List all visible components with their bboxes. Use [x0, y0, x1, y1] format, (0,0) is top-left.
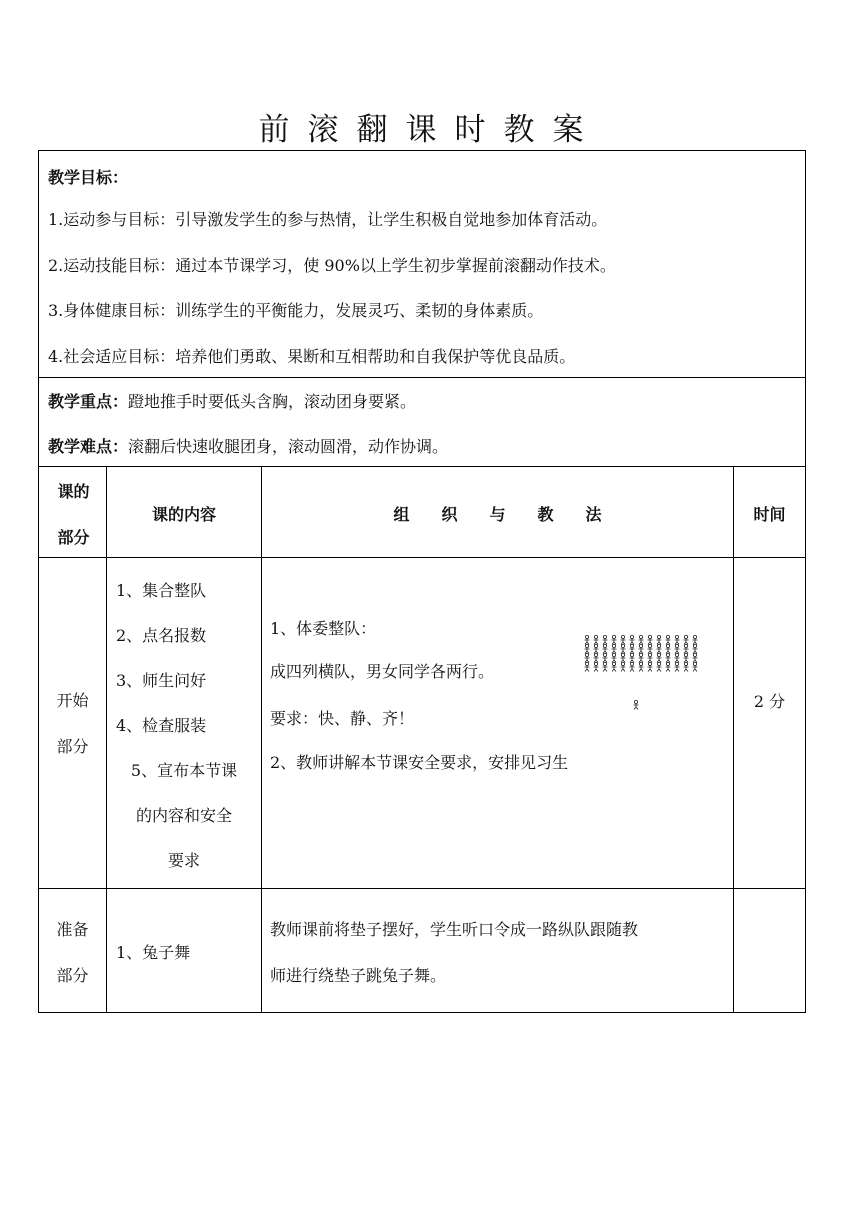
- stick-figure: [639, 662, 644, 671]
- stick-figure: [684, 653, 689, 662]
- stick-figure: [585, 644, 590, 653]
- difficulty-text: 滚翻后快速收腿团身，滚动圆滑，动作协调。: [128, 437, 449, 456]
- stick-figure: [648, 662, 653, 671]
- lesson-table: [38, 466, 806, 1013]
- stick-figure: [612, 653, 617, 662]
- stick-figure: [594, 662, 599, 671]
- row-prep-time-cell: [733, 888, 806, 1013]
- stick-figure: [693, 635, 698, 644]
- row-start-content-cell: [106, 557, 262, 889]
- key-point-line: [48, 389, 416, 412]
- stick-figure: [657, 662, 662, 671]
- header-part-cell: [38, 466, 107, 558]
- stick-figure: [693, 653, 698, 662]
- stick-figure: [648, 644, 653, 653]
- header-time: 时间: [753, 505, 786, 524]
- key-point-label: 教学重点：: [48, 392, 129, 411]
- row-start-part-line1: 开始: [56, 691, 89, 710]
- stick-figure: [666, 653, 671, 662]
- difficulty-label: 教学难点：: [48, 437, 129, 456]
- stick-figure: [630, 662, 635, 671]
- stick-figure: [675, 653, 680, 662]
- row-start-method-cell: [261, 557, 734, 889]
- stick-figure: [675, 644, 680, 653]
- stick-figure: [657, 653, 662, 662]
- row-prep-part-cell: [38, 888, 107, 1013]
- stick-figure: [648, 635, 653, 644]
- stick-figure: [630, 635, 635, 644]
- key-points-section: [38, 377, 806, 467]
- stick-figure: [675, 662, 680, 671]
- content-item: 5、宣布本节课: [130, 761, 238, 780]
- header-time-cell: [733, 466, 806, 558]
- stick-figure: [630, 644, 635, 653]
- stick-figure: [621, 644, 626, 653]
- student-formation-figures: [584, 634, 700, 714]
- stick-figure: [657, 644, 662, 653]
- stick-figure: [603, 662, 608, 671]
- objective-item: 3.身体健康目标：训练学生的平衡能力，发展灵巧、柔韧的身体素质。: [48, 301, 544, 320]
- content-item: 3、师生问好: [116, 671, 207, 690]
- content-item: 2、点名报数: [116, 626, 207, 645]
- content-item: 的内容和安全: [135, 806, 232, 825]
- header-part-line1: 课的: [57, 482, 90, 501]
- row-start-part-cell: [38, 557, 107, 889]
- objective-item: 4.社会适应目标：培养他们勇敢、果断和互相帮助和自我保护等优良品质。: [48, 347, 576, 366]
- method-line: 要求：快、静、齐！: [270, 709, 415, 728]
- stick-figure: [621, 662, 626, 671]
- stick-figure: [634, 700, 639, 709]
- stick-figure: [621, 653, 626, 662]
- key-point-text: 蹬地推手时要低头含胸，滚动团身要紧。: [128, 392, 417, 411]
- teaching-objectives-section: [38, 150, 806, 378]
- stick-figure: [585, 635, 590, 644]
- stick-figure: [684, 644, 689, 653]
- stick-figure: [693, 662, 698, 671]
- row-start-part-line2: 部分: [56, 737, 89, 756]
- stick-figure: [594, 635, 599, 644]
- stick-figure: [657, 635, 662, 644]
- stick-figure: [585, 653, 590, 662]
- stick-figure: [666, 662, 671, 671]
- method-line: 师进行绕垫子跳兔子舞。: [270, 966, 447, 985]
- row-start-time: 2 分: [753, 692, 786, 711]
- objective-item: 1.运动参与目标：引导激发学生的参与热情，让学生积极自觉地参加体育活动。: [48, 210, 608, 229]
- content-item: 1、集合整队: [116, 581, 207, 600]
- row-start-time-cell: [733, 557, 806, 889]
- stick-figure: [639, 635, 644, 644]
- method-line: 教师课前将垫子摆好，学生听口令成一路纵队跟随教: [270, 920, 639, 939]
- stick-figure: [666, 644, 671, 653]
- stick-figure: [603, 653, 608, 662]
- stick-figure: [585, 662, 590, 671]
- method-line: 2、教师讲解本节课安全要求，安排见习生: [270, 753, 569, 772]
- formation-diagram: [584, 634, 700, 714]
- page-title: 前滚翻课时教案: [258, 112, 602, 148]
- method-line: 1、体委整队：: [270, 619, 377, 638]
- stick-figure: [639, 644, 644, 653]
- stick-figure: [621, 635, 626, 644]
- stick-figure: [684, 635, 689, 644]
- row-prep-content-cell: [106, 888, 262, 1013]
- stick-figure: [612, 635, 617, 644]
- objectives-heading: 教学目标：: [48, 168, 129, 187]
- stick-figure: [594, 644, 599, 653]
- header-part-line2: 部分: [57, 528, 90, 547]
- objective-item: 2.运动技能目标：通过本节课学习，使 90%以上学生初步掌握前滚翻动作技术。: [48, 256, 616, 275]
- content-item: 4、检查服装: [116, 716, 207, 735]
- stick-figure: [675, 635, 680, 644]
- stick-figure: [684, 662, 689, 671]
- row-prep-method-cell: [261, 888, 734, 1013]
- header-method-cell: [261, 466, 734, 558]
- row-prep-part-line1: 准备: [56, 920, 89, 939]
- difficulty-line: [48, 434, 448, 457]
- stick-figure: [666, 635, 671, 644]
- stick-figure: [594, 653, 599, 662]
- stick-figure: [603, 644, 608, 653]
- method-line: 成四列横队，男女同学各两行。: [270, 662, 495, 681]
- stick-figure: [612, 662, 617, 671]
- header-content-cell: [106, 466, 262, 558]
- content-item: 1、兔子舞: [116, 943, 191, 962]
- row-prep-part-line2: 部分: [56, 966, 89, 985]
- header-content: 课的内容: [151, 505, 216, 524]
- stick-figure: [639, 653, 644, 662]
- stick-figure: [693, 644, 698, 653]
- content-item: 要求: [167, 851, 200, 870]
- header-method: 组 织 与 教 法: [393, 505, 602, 524]
- stick-figure: [603, 635, 608, 644]
- stick-figure: [630, 653, 635, 662]
- stick-figure: [612, 644, 617, 653]
- stick-figure: [648, 653, 653, 662]
